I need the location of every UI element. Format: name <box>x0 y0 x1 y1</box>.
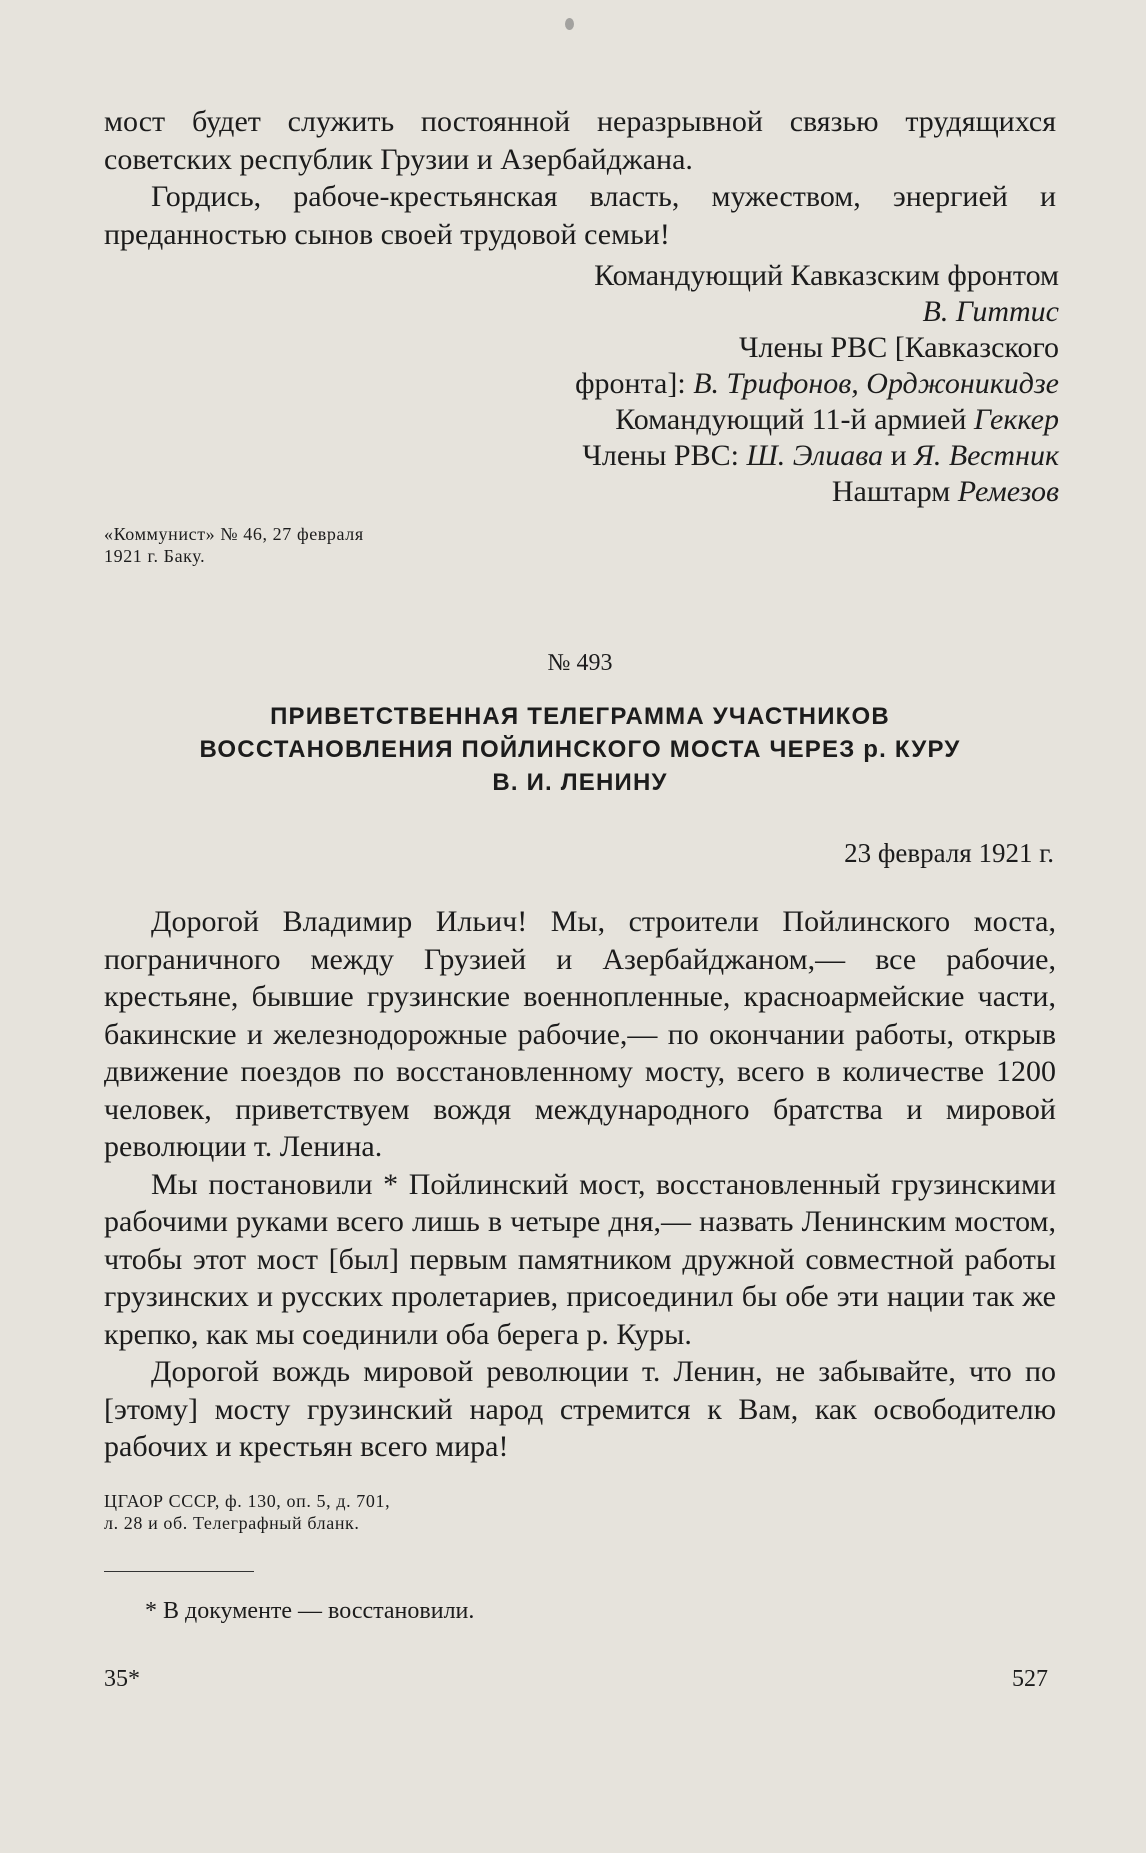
document-date-block <box>104 838 1054 869</box>
signature-line-1: Командующий Кавказским фронтом <box>594 259 1059 292</box>
signature-names-trifonov: В. Трифонов, Орджоникидзе <box>693 367 1059 400</box>
telegram-body <box>104 903 1056 1466</box>
signature-prefix-rvs: Члены РВС: <box>582 439 739 472</box>
signature-conjunction: и <box>890 439 907 472</box>
signature-name-gittis: В. Гиттис <box>922 295 1059 328</box>
title-line-3: В. И. ЛЕНИНУ <box>492 769 668 796</box>
title-line-2: ВОССТАНОВЛЕНИЯ ПОЙЛИНСКОГО МОСТА ЧЕРЕЗ р. КУРУ <box>199 736 961 763</box>
signature-line-6 <box>104 438 1059 474</box>
signature-name-vestnik: Я. Вестник <box>914 439 1059 472</box>
signature-prefix-nashtarm: Наштарм <box>831 475 951 508</box>
source-note-2-line-2: л. 28 и об. Телеграфный бланк. <box>104 1513 360 1533</box>
source-note-1 <box>104 523 364 567</box>
signature-line-4 <box>104 366 1059 402</box>
page-number: 527 <box>1012 1666 1048 1692</box>
signature-line-5 <box>104 402 1059 438</box>
signature-prefix-front: фронта]: <box>575 367 686 400</box>
document-number-block <box>104 650 1056 677</box>
signature-mark: 35* <box>104 1666 140 1692</box>
source-note-2-line-1: ЦГАОР СССР, ф. 130, оп. 5, д. 701, <box>104 1491 391 1511</box>
paragraph-pride: Гордись, рабоче-крестьянская власть, мужеством, энергией и преданностью сынов своей трудовой семьи! <box>104 180 1056 251</box>
signature-prefix-army: Командующий 11-й армией <box>615 403 967 436</box>
document-title <box>104 700 1056 799</box>
signature-name-gekker: Геккер <box>973 403 1059 436</box>
signature-name-remezov: Ремезов <box>957 475 1059 508</box>
document-date: 23 февраля 1921 г. <box>844 838 1054 868</box>
signature-line-2 <box>104 294 1059 330</box>
paragraph-continuation: мост будет служить постоянной неразрывной связью трудящихся советских республик Грузии и Азербайджана. <box>104 105 1056 176</box>
footnote-rule <box>104 1571 254 1572</box>
signature-line-7 <box>104 474 1059 510</box>
document-number: № 493 <box>547 650 613 676</box>
source-note-1-line-1: «Коммунист» № 46, 27 февраля <box>104 524 364 544</box>
source-note-1-line-2: 1921 г. Баку. <box>104 546 206 566</box>
title-line-1: ПРИВЕТСТВЕННАЯ ТЕЛЕГРАММА УЧАСТНИКОВ <box>270 703 890 730</box>
source-note-2 <box>104 1490 390 1534</box>
signature-line-3: Члены РВС [Кавказского <box>739 331 1059 364</box>
print-speck <box>565 18 574 30</box>
body-paragraph-3: Дорогой вождь мировой революции т. Ленин, не забывайте, что по [этому] мосту грузинский народ стремится к Вам, как освободителю рабочих и крестьян всего мира! <box>104 1355 1056 1463</box>
footnote: * В документе — восстановили. <box>145 1598 475 1624</box>
body-paragraph-1: Дорогой Владимир Ильич! Мы, строители Пойлинского моста, пограничного между Грузией и Азербайджаном,— все рабочие, крестьяне, бывшие грузинские военнопленные, красноармейские части, бакинские и железнодорожные рабочие,— по окончании работы, открыв движение поездов по восстановленному мосту, всего в количестве 1200 человек, приветствуем вождя международного братства и мировой революции т. Ленина. <box>104 905 1056 1163</box>
continuation-text <box>104 103 1056 253</box>
signature-block <box>104 258 1059 510</box>
signature-name-eliava: Ш. Элиава <box>746 439 884 472</box>
body-paragraph-2: Мы постановили * Пойлинский мост, восстановленный грузинскими рабочими руками всего лишь в четыре дня,— назвать Ленинским мостом, чтобы этот мост [был] первым памятником дружной совместной работы грузинских и русских пролетариев, присоединил бы обе эти нации так же крепко, как мы соединили оба берега р. Куры. <box>104 1167 1056 1351</box>
